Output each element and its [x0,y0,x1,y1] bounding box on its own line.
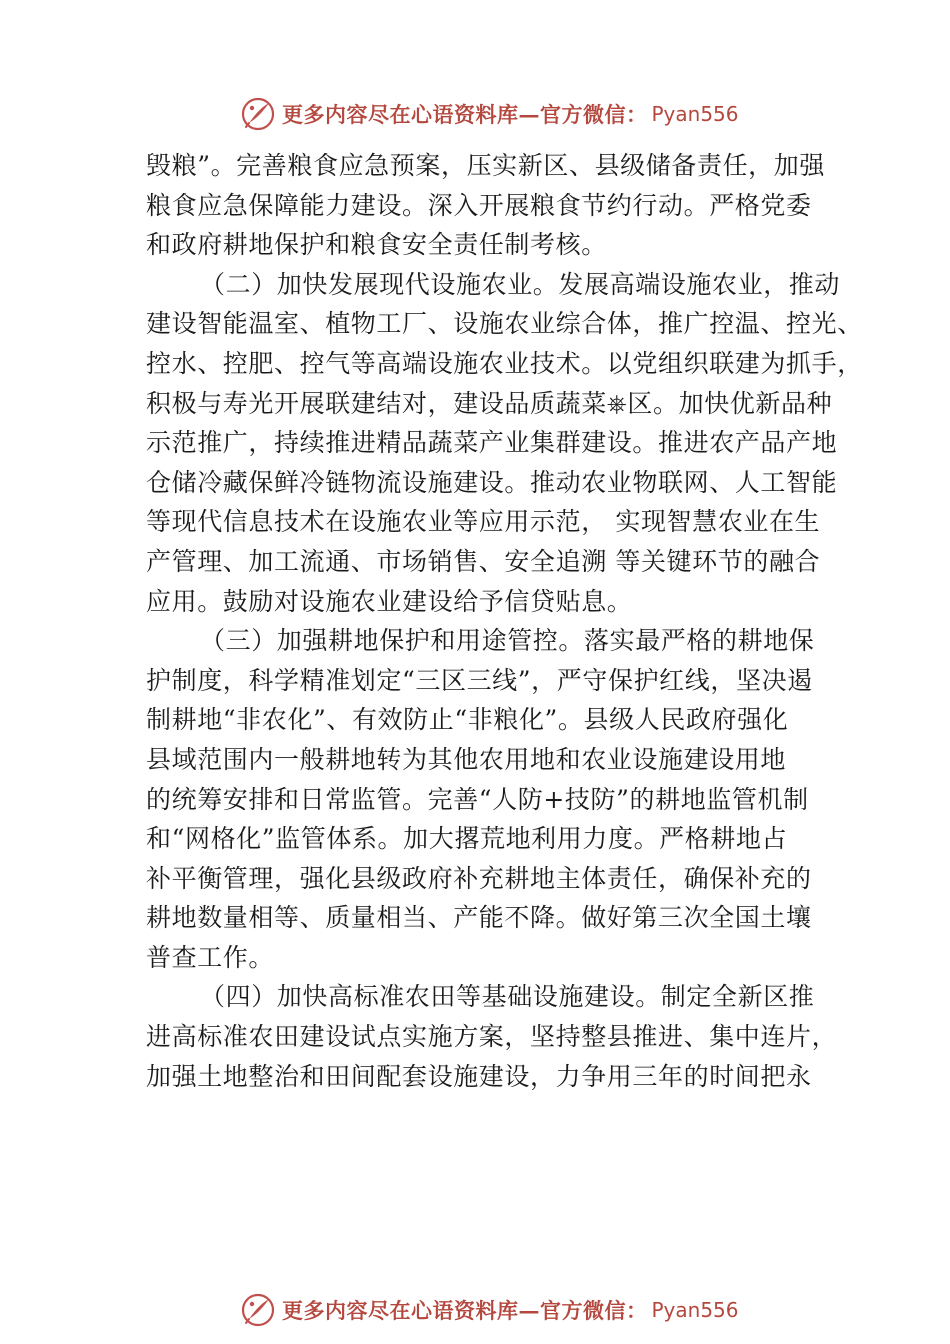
text-line: 毁粮”。完善粮食应急预案，压实新区、县级储备责任，加强 [146,151,825,180]
watermark-contact-id: Pyan556 [651,102,739,126]
paragraph-4 [146,977,836,1096]
watermark-contact-id: Pyan556 [651,1298,739,1322]
text-line: 加强土地整治和田间配套设施建设，力争用三年的时间把永 [146,1061,812,1091]
text-line: 普查工作。 [146,942,275,972]
text-line: 补平衡管理，强化县级政府补充耕地主体责任，确保补充的 [146,863,812,893]
text-line: 粮食应急保障能力建设。深入开展粮食节约行动。严格党委 [146,190,812,220]
text-line: 进高标准农田建设试点实施方案，坚持整县推进、集中连片， [146,1022,838,1052]
text-line: 耕地数量相等、质量相当、产能不降。做好第三次全国土壤 [146,903,812,933]
text-line: （二）加快发展现代设施农业。发展高端设施农业，推动 [200,269,841,299]
text-line: 示范推广，持续推进精品蔬菜产业集群建设。推进农产品产地 [146,428,838,458]
text-line: 制耕地“非农化”、有效防止“非粮化”。县级人民政府强化 [146,705,789,735]
paragraph-2 [146,265,863,621]
text-line: （三）加强耕地保护和用途管控。落实最严格的耕地保 [200,626,815,656]
text-line: 控水、控肥、控气等高端设施农业技术。以党组织联建为抓手， [146,348,863,378]
text-line: 应用。鼓励对设施农业建设给予信贷贴息。 [146,586,633,616]
feather-pen-logo-icon [240,96,276,132]
text-line: 的统筹安排和日常监管。完善“人防+技防”的耕地监管机制 [146,784,809,814]
watermark-footer [240,1290,739,1330]
document-body [146,146,863,1096]
feather-pen-logo-icon [240,1292,276,1328]
paragraph-3 [146,621,836,977]
text-line: 和政府耕地保护和粮食安全责任制考核。 [146,230,607,260]
text-line: （四）加快高标准农田等基础设施建设。制定全新区推 [200,982,815,1012]
text-line: 仓储冷藏保鲜冷链物流设施建设。推动农业物联网、人工智能 [146,467,838,497]
text-line: 县域范围内一般耕地转为其他农用地和农业设施建设用地 [146,744,787,774]
text-line: 护制度，科学精准划定“三区三线”，严守保护红线，坚决遏 [146,665,813,695]
text-line: 积极与寿光开展联建结对，建设品质蔬菜⎈区。加快优新品种 [146,388,833,418]
text-line: 等现代信息技术在设施农业等应用示范， 实现智慧农业在生 [146,507,821,537]
paragraph-1 [146,146,836,265]
watermark-brand-text: 更多内容尽在心语资料库—官方微信： [282,1298,648,1323]
watermark-header [240,94,739,134]
watermark-brand-text: 更多内容尽在心语资料库—官方微信： [282,102,648,127]
text-line: 产管理、加工流通、市场销售、安全追溯 等关键环节的融合 [146,546,821,576]
text-line: 建设智能温室、植物工厂、设施农业综合体，推广控温、控光、 [146,309,863,339]
text-line: 和“网格化”监管体系。加大撂荒地利用力度。严格耕地占 [146,824,788,854]
